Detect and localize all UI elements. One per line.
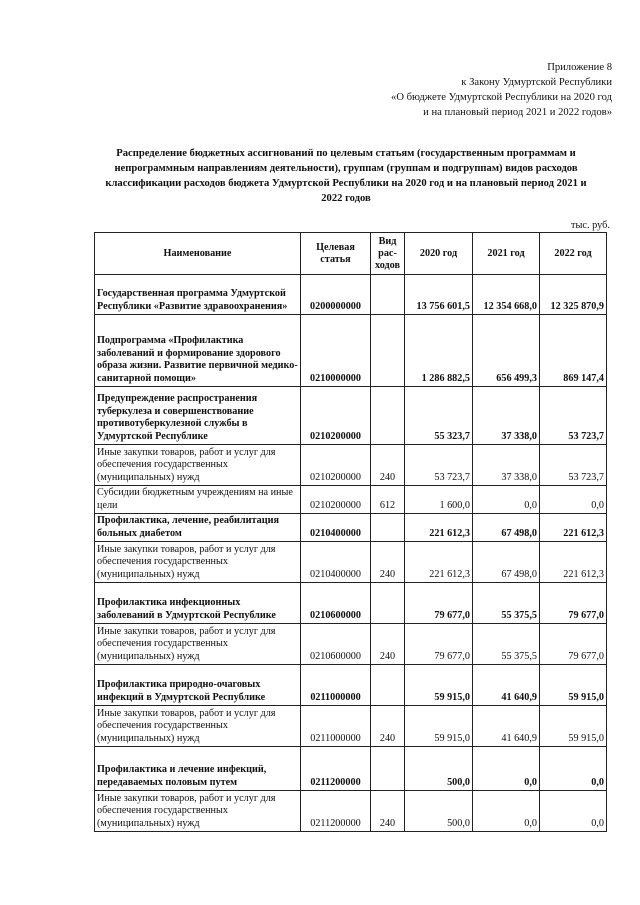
table-row [95, 791, 607, 832]
cell-y2022: 221 612,3 [540, 542, 607, 583]
cell-y2021: 656 499,3 [473, 315, 540, 387]
cell-vid: 240 [371, 791, 405, 832]
cell-y2022: 59 915,0 [540, 665, 607, 706]
table-row [95, 706, 607, 747]
cell-y2021: 0,0 [473, 747, 540, 791]
cell-y2021: 0,0 [473, 486, 540, 514]
cell-y2022: 0,0 [540, 791, 607, 832]
cell-vid: 240 [371, 706, 405, 747]
cell-code: 0210200000 [301, 445, 371, 486]
cell-vid [371, 514, 405, 542]
appendix-number: Приложение 8 [547, 62, 612, 73]
appendix-header [312, 60, 612, 120]
cell-code: 0210600000 [301, 583, 371, 624]
cell-vid [371, 583, 405, 624]
cell-y2022: 79 677,0 [540, 583, 607, 624]
header-vid: Вид рас-ходов [371, 233, 405, 275]
table-row [95, 514, 607, 542]
cell-code: 0210400000 [301, 542, 371, 583]
appendix-law-period: и на плановый период 2021 и 2022 годов» [423, 107, 612, 118]
cell-y2021: 12 354 668,0 [473, 275, 540, 315]
cell-y2022: 0,0 [540, 747, 607, 791]
units-label: тыс. руб. [571, 220, 610, 231]
cell-code: 0210200000 [301, 387, 371, 445]
cell-vid: 240 [371, 624, 405, 665]
cell-y2021: 67 498,0 [473, 514, 540, 542]
table-row [95, 747, 607, 791]
appendix-law: к Закону Удмуртской Республики [461, 77, 612, 88]
appendix-law-title: «О бюджете Удмуртской Республики на 2020 год [391, 92, 612, 103]
cell-name: Профилактика природно-очаговых инфекций в Удмуртской Республике [95, 665, 301, 706]
table-row [95, 315, 607, 387]
cell-name: Государственная программа Удмуртской Республики «Развитие здравоохранения» [95, 275, 301, 315]
cell-y2022: 221 612,3 [540, 514, 607, 542]
cell-name: Иные закупки товаров, работ и услуг для обеспечения государственных (муниципальных) нужд [95, 706, 301, 747]
cell-y2022: 59 915,0 [540, 706, 607, 747]
cell-code: 0210600000 [301, 624, 371, 665]
cell-name: Иные закупки товаров, работ и услуг для обеспечения государственных (муниципальных) нужд [95, 542, 301, 583]
cell-y2022: 0,0 [540, 486, 607, 514]
table-row [95, 445, 607, 486]
cell-y2020: 221 612,3 [405, 542, 473, 583]
cell-y2021: 67 498,0 [473, 542, 540, 583]
cell-code: 0210400000 [301, 514, 371, 542]
table-row [95, 665, 607, 706]
cell-vid: 240 [371, 445, 405, 486]
cell-name: Иные закупки товаров, работ и услуг для обеспечения государственных (муниципальных) нужд [95, 791, 301, 832]
cell-code: 0210200000 [301, 486, 371, 514]
cell-name: Предупреждение распространения туберкулеза и совершенствование противотуберкулезной службы в Удмуртской Республике [95, 387, 301, 445]
header-2021: 2021 год [473, 233, 540, 275]
cell-y2022: 79 677,0 [540, 624, 607, 665]
cell-y2022: 869 147,4 [540, 315, 607, 387]
cell-vid: 612 [371, 486, 405, 514]
cell-y2020: 79 677,0 [405, 624, 473, 665]
cell-vid [371, 315, 405, 387]
cell-code: 0211200000 [301, 747, 371, 791]
cell-y2020: 55 323,7 [405, 387, 473, 445]
cell-code: 0200000000 [301, 275, 371, 315]
cell-code: 0210000000 [301, 315, 371, 387]
budget-table [94, 232, 607, 832]
table-row [95, 624, 607, 665]
cell-y2020: 53 723,7 [405, 445, 473, 486]
cell-y2021: 41 640,9 [473, 706, 540, 747]
cell-y2020: 1 600,0 [405, 486, 473, 514]
table-row [95, 542, 607, 583]
cell-y2020: 500,0 [405, 791, 473, 832]
cell-y2021: 41 640,9 [473, 665, 540, 706]
header-code: Целевая статья [301, 233, 371, 275]
cell-y2021: 37 338,0 [473, 445, 540, 486]
cell-y2020: 500,0 [405, 747, 473, 791]
document-title: Распределение бюджетных ассигнований по целевым статьям (государственным программам и непрограммным направлениям деятельности), группам (группам и подгруппам) видов расходов классификации расходов бюджета Удмуртской Республики на 2020 год и на плановый период 2021 и 2022 годов [105, 148, 587, 204]
cell-vid [371, 275, 405, 315]
cell-vid [371, 665, 405, 706]
cell-y2021: 0,0 [473, 791, 540, 832]
cell-y2021: 37 338,0 [473, 387, 540, 445]
cell-y2020: 1 286 882,5 [405, 315, 473, 387]
cell-name: Подпрограмма «Профилактика заболеваний и формирование здорового образа жизни. Развитие первичной медико-санитарной помощи» [95, 315, 301, 387]
cell-y2022: 53 723,7 [540, 445, 607, 486]
cell-code: 0211000000 [301, 706, 371, 747]
cell-name: Профилактика, лечение, реабилитация больных диабетом [95, 514, 301, 542]
cell-vid [371, 747, 405, 791]
cell-y2021: 55 375,5 [473, 583, 540, 624]
cell-code: 0211000000 [301, 665, 371, 706]
cell-vid [371, 387, 405, 445]
cell-code: 0211200000 [301, 791, 371, 832]
cell-y2021: 55 375,5 [473, 624, 540, 665]
cell-name: Иные закупки товаров, работ и услуг для обеспечения государственных (муниципальных) нужд [95, 624, 301, 665]
cell-vid: 240 [371, 542, 405, 583]
header-2022: 2022 год [540, 233, 607, 275]
table-row [95, 275, 607, 315]
cell-name: Иные закупки товаров, работ и услуг для обеспечения государственных (муниципальных) нужд [95, 445, 301, 486]
header-2020: 2020 год [405, 233, 473, 275]
cell-y2020: 79 677,0 [405, 583, 473, 624]
table-row [95, 387, 607, 445]
cell-y2020: 221 612,3 [405, 514, 473, 542]
table-row [95, 583, 607, 624]
header-name: Наименование [95, 233, 301, 275]
cell-name: Субсидии бюджетным учреждениям на иные цели [95, 486, 301, 514]
table-row [95, 486, 607, 514]
cell-name: Профилактика инфекционных заболеваний в Удмуртской Республике [95, 583, 301, 624]
table-header-row [95, 233, 607, 275]
cell-y2022: 12 325 870,9 [540, 275, 607, 315]
cell-name: Профилактика и лечение инфекций, передаваемых половым путем [95, 747, 301, 791]
cell-y2020: 13 756 601,5 [405, 275, 473, 315]
table-body [95, 275, 607, 832]
cell-y2020: 59 915,0 [405, 706, 473, 747]
cell-y2020: 59 915,0 [405, 665, 473, 706]
cell-y2022: 53 723,7 [540, 387, 607, 445]
